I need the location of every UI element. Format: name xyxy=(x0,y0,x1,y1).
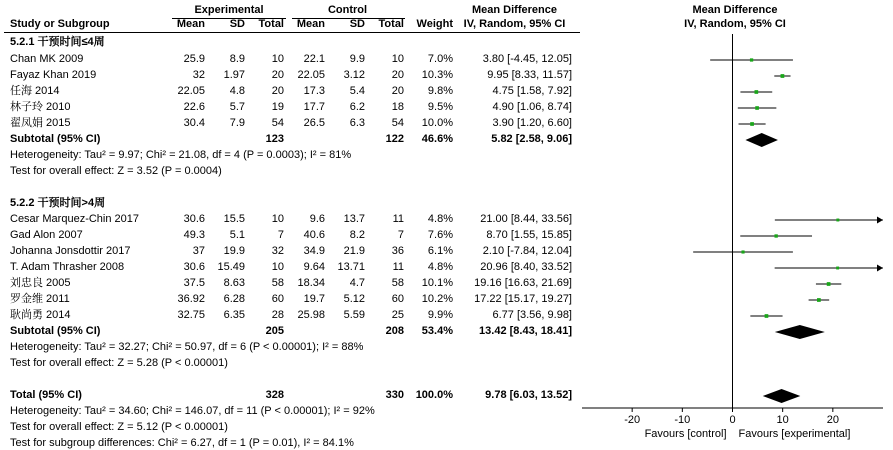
study-ci: 8.70 [1.55, 15.85] xyxy=(486,229,572,241)
exp-mean-cell: 22.05 xyxy=(177,85,205,97)
ctl-mean-cell: 18.34 xyxy=(297,277,325,289)
ctl-total-cell: 58 xyxy=(391,277,404,289)
exp-sd-cell: 5.7 xyxy=(229,101,245,113)
exp-mean-cell: 37.5 xyxy=(183,277,205,289)
subtotal-label: Subtotal (95% CI) xyxy=(10,325,101,337)
ctl-sd-cell: 21.9 xyxy=(343,245,365,257)
subtotal-weight: 46.6% xyxy=(421,133,453,145)
study-name: Chan MK 2009 xyxy=(10,53,84,65)
study-ci: 6.77 [3.56, 9.98] xyxy=(492,309,572,321)
exp-sd-cell: 1.97 xyxy=(223,69,245,81)
ctl-total-cell: 11 xyxy=(392,261,404,273)
exp-sd-cell: 7.9 xyxy=(229,117,245,129)
subgroup-title: 5.2.2 干预时间>4周 xyxy=(10,197,106,209)
weight-cell: 10.0% xyxy=(421,117,453,129)
exp-sd-cell: 6.28 xyxy=(223,293,245,305)
total-overall-effect-text: Test for overall effect: Z = 5.12 (P < 0.00001) xyxy=(10,421,228,433)
exp-sd-cell: 5.1 xyxy=(229,229,245,241)
ctl-sd-cell: 13.7 xyxy=(343,213,365,225)
exp-mean-header: Mean xyxy=(176,18,205,30)
total-exp-total: 328 xyxy=(265,389,284,401)
weight-cell: 9.8% xyxy=(427,85,453,97)
subtotal-exp-total: 205 xyxy=(265,325,284,337)
ctl-total-cell: 20 xyxy=(391,85,404,97)
exp-total-cell: 10 xyxy=(271,53,284,65)
total-label: Total (95% CI) xyxy=(10,389,82,401)
x-tick-label: -20 xyxy=(624,414,641,426)
weight-cell: 6.1% xyxy=(427,245,453,257)
exp-total-header: Total xyxy=(258,18,284,30)
weight-cell: 4.8% xyxy=(427,213,453,225)
total-ci: 9.78 [6.03, 13.52] xyxy=(485,389,572,401)
pooled-diamond xyxy=(775,325,825,339)
x-tick-label: 20 xyxy=(826,414,839,426)
study-name: Cesar Marquez-Chin 2017 xyxy=(10,213,140,225)
exp-total-cell: 54 xyxy=(271,117,284,129)
weight-cell: 4.8% xyxy=(427,261,453,273)
exp-sd-cell: 8.9 xyxy=(229,53,245,65)
effect-square xyxy=(781,74,785,78)
ctl-total-cell: 11 xyxy=(392,213,404,225)
exp-total-cell: 10 xyxy=(271,261,284,273)
exp-total-cell: 32 xyxy=(271,245,284,257)
plot-header-subtitle: IV, Random, 95% CI xyxy=(684,18,786,30)
study-ci: 3.80 [-4.45, 12.05] xyxy=(482,53,572,65)
effect-square xyxy=(754,90,758,94)
ctl-total-cell: 36 xyxy=(391,245,404,257)
subtotal-ctl-total: 122 xyxy=(385,133,404,145)
effect-square xyxy=(765,314,769,318)
ctl-mean-cell: 40.6 xyxy=(303,229,325,241)
control-header: Control xyxy=(327,4,368,16)
effect-square xyxy=(836,267,839,270)
exp-mean-cell: 30.6 xyxy=(183,213,205,225)
ctl-total-cell: 25 xyxy=(391,309,404,321)
study-ci: 4.90 [1.06, 8.74] xyxy=(492,101,572,113)
ctl-total-cell: 54 xyxy=(391,117,404,129)
subgroup-title: 5.2.1 干预时间≤4周 xyxy=(10,36,105,48)
ctl-mean-cell: 25.98 xyxy=(297,309,325,321)
study-ci: 3.90 [1.20, 6.60] xyxy=(492,117,572,129)
exp-sd-cell: 8.63 xyxy=(223,277,245,289)
exp-sd-cell: 15.5 xyxy=(223,213,245,225)
exp-sd-header: SD xyxy=(229,18,245,30)
exp-total-cell: 60 xyxy=(271,293,284,305)
x-tick-label: 0 xyxy=(729,414,736,426)
heterogeneity-text: Heterogeneity: Tau² = 32.27; Chi² = 50.97, df = 6 (P < 0.00001); I² = 88% xyxy=(10,341,364,353)
weight-cell: 9.9% xyxy=(427,309,453,321)
effect-square xyxy=(750,122,754,126)
effect-square xyxy=(836,219,839,222)
overall-effect-text: Test for overall effect: Z = 3.52 (P = 0.0004) xyxy=(10,165,222,177)
exp-mean-cell: 36.92 xyxy=(177,293,205,305)
total-weight: 100.0% xyxy=(415,389,453,401)
exp-mean-cell: 49.3 xyxy=(183,229,205,241)
exp-total-cell: 20 xyxy=(271,85,284,97)
study-ci: 4.75 [1.58, 7.92] xyxy=(492,85,572,97)
exp-mean-cell: 25.9 xyxy=(183,53,205,65)
effect-square xyxy=(827,282,831,286)
subtotal-weight: 53.4% xyxy=(421,325,453,337)
exp-mean-cell: 30.6 xyxy=(183,261,205,273)
ctl-sd-cell: 6.3 xyxy=(349,117,365,129)
subtotal-exp-total: 123 xyxy=(265,133,284,145)
ctl-mean-cell: 9.64 xyxy=(303,261,325,273)
total-heterogeneity-text: Heterogeneity: Tau² = 34.60; Chi² = 146.07, df = 11 (P < 0.00001); I² = 92% xyxy=(10,405,375,417)
exp-total-cell: 7 xyxy=(277,229,284,241)
subtotal-ci: 13.42 [8.43, 18.41] xyxy=(479,325,572,337)
pooled-diamond xyxy=(745,133,778,147)
subtotal-ci: 5.82 [2.58, 9.06] xyxy=(491,133,572,145)
exp-mean-cell: 37 xyxy=(192,245,205,257)
ctl-mean-header: Mean xyxy=(296,18,325,30)
study-name: 耿尚勇 2014 xyxy=(10,309,71,321)
ctl-sd-cell: 13.71 xyxy=(337,261,365,273)
study-ci: 20.96 [8.40, 33.52] xyxy=(480,261,572,273)
exp-sd-cell: 6.35 xyxy=(223,309,245,321)
effect-square xyxy=(755,106,759,110)
exp-mean-cell: 32.75 xyxy=(177,309,205,321)
study-ci: 17.22 [15.17, 19.27] xyxy=(474,293,572,305)
exp-total-cell: 10 xyxy=(271,213,284,225)
ctl-sd-cell: 3.12 xyxy=(343,69,365,81)
ctl-sd-cell: 5.4 xyxy=(349,85,365,97)
md-header-title: Mean Difference xyxy=(472,4,557,16)
ctl-sd-header: SD xyxy=(349,18,365,30)
ctl-mean-cell: 34.9 xyxy=(303,245,325,257)
ctl-mean-cell: 22.1 xyxy=(303,53,325,65)
ctl-total-header: Total xyxy=(378,18,404,30)
total-ctl-total: 330 xyxy=(385,389,404,401)
ci-arrow-right xyxy=(877,265,883,272)
study-column-header: Study or Subgroup xyxy=(10,18,110,30)
exp-sd-cell: 15.49 xyxy=(217,261,245,273)
ctl-sd-cell: 5.12 xyxy=(343,293,365,305)
ctl-sd-cell: 8.2 xyxy=(349,229,365,241)
ctl-total-cell: 10 xyxy=(391,53,404,65)
plot-header-title: Mean Difference xyxy=(692,4,778,16)
study-name: 罗金维 2011 xyxy=(10,293,70,305)
x-tick-label: -10 xyxy=(674,414,691,426)
study-name: 翟凤娟 2015 xyxy=(10,117,71,129)
subgroup-differences-text: Test for subgroup differences: Chi² = 6.27, df = 1 (P = 0.01), I² = 84.1% xyxy=(10,437,354,449)
study-ci: 19.16 [16.63, 21.69] xyxy=(474,277,572,289)
pooled-diamond xyxy=(763,389,801,403)
ctl-mean-cell: 17.3 xyxy=(303,85,325,97)
exp-mean-cell: 22.6 xyxy=(183,101,205,113)
ctl-total-cell: 20 xyxy=(391,69,404,81)
effect-square xyxy=(774,234,777,237)
ctl-total-cell: 7 xyxy=(397,229,404,241)
ctl-sd-cell: 9.9 xyxy=(349,53,365,65)
overall-effect-text: Test for overall effect: Z = 5.28 (P < 0.00001) xyxy=(10,357,228,369)
effect-square xyxy=(750,58,753,61)
study-name: Johanna Jonsdottir 2017 xyxy=(10,245,131,257)
ctl-mean-cell: 19.7 xyxy=(303,293,325,305)
ctl-mean-cell: 17.7 xyxy=(303,101,325,113)
exp-total-cell: 28 xyxy=(271,309,284,321)
weight-cell: 10.3% xyxy=(421,69,453,81)
exp-sd-cell: 19.9 xyxy=(223,245,245,257)
ctl-total-cell: 18 xyxy=(391,101,404,113)
exp-total-cell: 19 xyxy=(271,101,284,113)
weight-header: Weight xyxy=(416,18,453,30)
exp-sd-cell: 4.8 xyxy=(229,85,245,97)
subtotal-ctl-total: 208 xyxy=(385,325,404,337)
effect-square xyxy=(741,250,744,253)
ctl-total-cell: 60 xyxy=(391,293,404,305)
experimental-header: Experimental xyxy=(194,4,264,16)
heterogeneity-text: Heterogeneity: Tau² = 9.97; Chi² = 21.08, df = 4 (P = 0.0003); I² = 81% xyxy=(10,149,352,161)
exp-total-cell: 20 xyxy=(271,69,284,81)
study-name: 任海 2014 xyxy=(10,85,60,97)
study-name: T. Adam Thrasher 2008 xyxy=(10,261,125,273)
weight-cell: 10.2% xyxy=(421,293,453,305)
weight-cell: 7.6% xyxy=(427,229,453,241)
ci-arrow-right xyxy=(877,217,883,224)
study-name: Fayaz Khan 2019 xyxy=(10,69,97,81)
study-name: 林子玲 2010 xyxy=(10,101,71,113)
study-name: 刘忠良 2005 xyxy=(10,277,71,289)
favours-experimental-label: Favours [experimental] xyxy=(738,428,851,440)
x-tick-label: 10 xyxy=(776,414,789,426)
favours-control-label: Favours [control] xyxy=(644,428,727,440)
weight-cell: 10.1% xyxy=(421,277,453,289)
study-name: Gad Alon 2007 xyxy=(10,229,83,241)
ctl-mean-cell: 9.6 xyxy=(309,213,325,225)
ctl-sd-cell: 5.59 xyxy=(343,309,365,321)
ctl-sd-cell: 6.2 xyxy=(349,101,365,113)
effect-square xyxy=(817,298,821,302)
ctl-sd-cell: 4.7 xyxy=(349,277,365,289)
exp-mean-cell: 30.4 xyxy=(183,117,205,129)
exp-mean-cell: 32 xyxy=(192,69,205,81)
weight-cell: 7.0% xyxy=(427,53,453,65)
study-ci: 2.10 [-7.84, 12.04] xyxy=(482,245,572,257)
ctl-mean-cell: 26.5 xyxy=(303,117,325,129)
study-ci: 9.95 [8.33, 11.57] xyxy=(487,69,572,81)
subtotal-label: Subtotal (95% CI) xyxy=(10,133,101,145)
weight-cell: 9.5% xyxy=(427,101,453,113)
ctl-mean-cell: 22.05 xyxy=(297,69,325,81)
md-header-subtitle: IV, Random, 95% CI xyxy=(463,18,566,30)
study-ci: 21.00 [8.44, 33.56] xyxy=(480,213,572,225)
exp-total-cell: 58 xyxy=(271,277,284,289)
